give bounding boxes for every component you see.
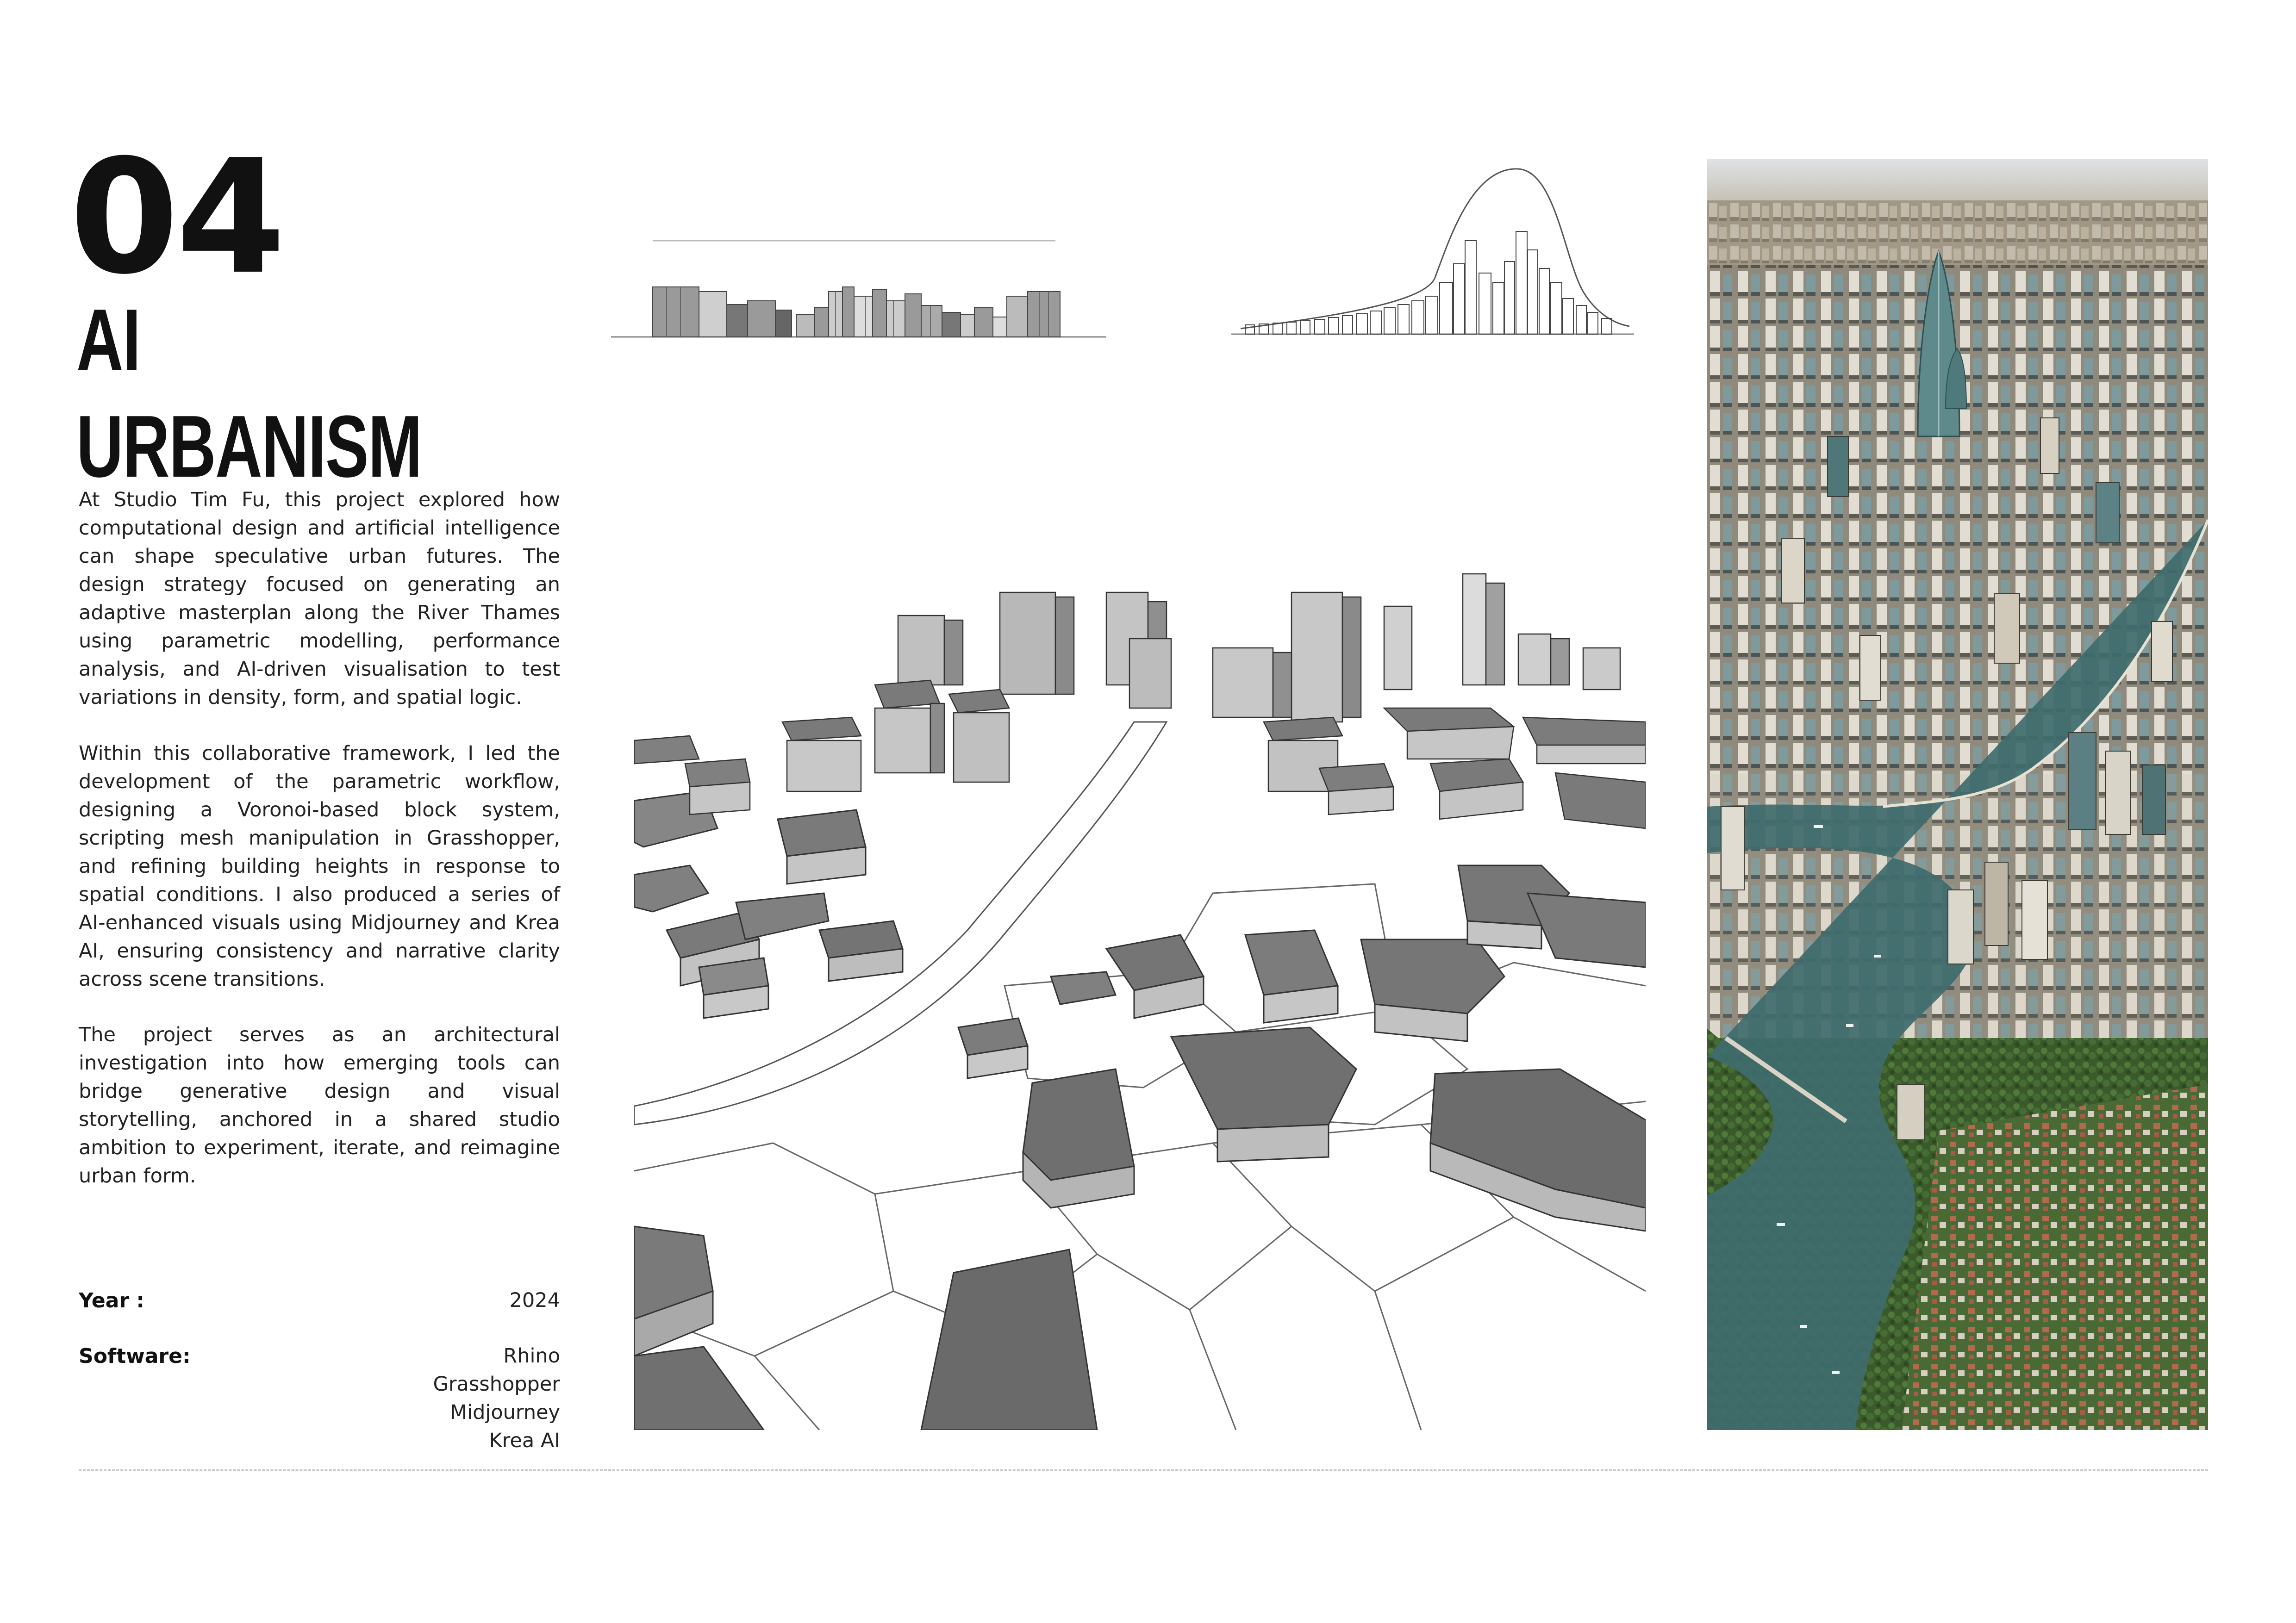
software-label: Software: bbox=[79, 1344, 191, 1368]
year-label: Year : bbox=[79, 1289, 144, 1312]
software-item-grasshopper: Grasshopper bbox=[433, 1373, 560, 1396]
description-paragraph-2: Within this collaborative framework, I led the development of the parametric workflow, designing a Voronoi-based block system, scripting mesh manipulation in Grasshopper, and refining building heights in response to spatial conditions. I also produced a series of AI-enhanced visuals using Midjourney and Krea AI, ensuring consistency and narrative clarity across scene transitions. bbox=[79, 742, 560, 991]
project-title-line-2: URBANISM bbox=[76, 398, 422, 496]
voronoi-masterplan-illustration bbox=[634, 569, 1646, 1430]
project-title bbox=[76, 287, 422, 500]
ai-aerial-city-render bbox=[1707, 159, 2208, 1430]
project-title-line-1: AI bbox=[76, 291, 140, 389]
year-value: 2024 bbox=[509, 1289, 560, 1312]
description-paragraph-3: The project serves as an architectural investigation into how emerging tools can bridge generative design and visual storytelling, anchored in a shared studio ambition to experiment, iterate, and reimagine urban form. bbox=[79, 1023, 560, 1188]
description-paragraph-1: At Studio Tim Fu, this project explored how computational design and artificial intelligence can shape speculative urban futures. The design strategy focused on generating an adaptive masterplan along the River Thames using parametric modelling, performance analysis, and AI-driven visualisation to test variations in density, form, and spatial logic. bbox=[79, 488, 560, 709]
software-item-midjourney: Midjourney bbox=[450, 1401, 560, 1424]
software-list bbox=[433, 1342, 560, 1455]
skyline-elevation-drawing bbox=[606, 231, 1111, 342]
footer-divider bbox=[79, 1469, 2208, 1471]
software-item-rhino: Rhino bbox=[503, 1344, 560, 1368]
software-item-krea: Krea AI bbox=[489, 1429, 560, 1452]
height-distribution-diagram bbox=[1231, 167, 1639, 338]
project-number: 04 bbox=[69, 126, 283, 309]
